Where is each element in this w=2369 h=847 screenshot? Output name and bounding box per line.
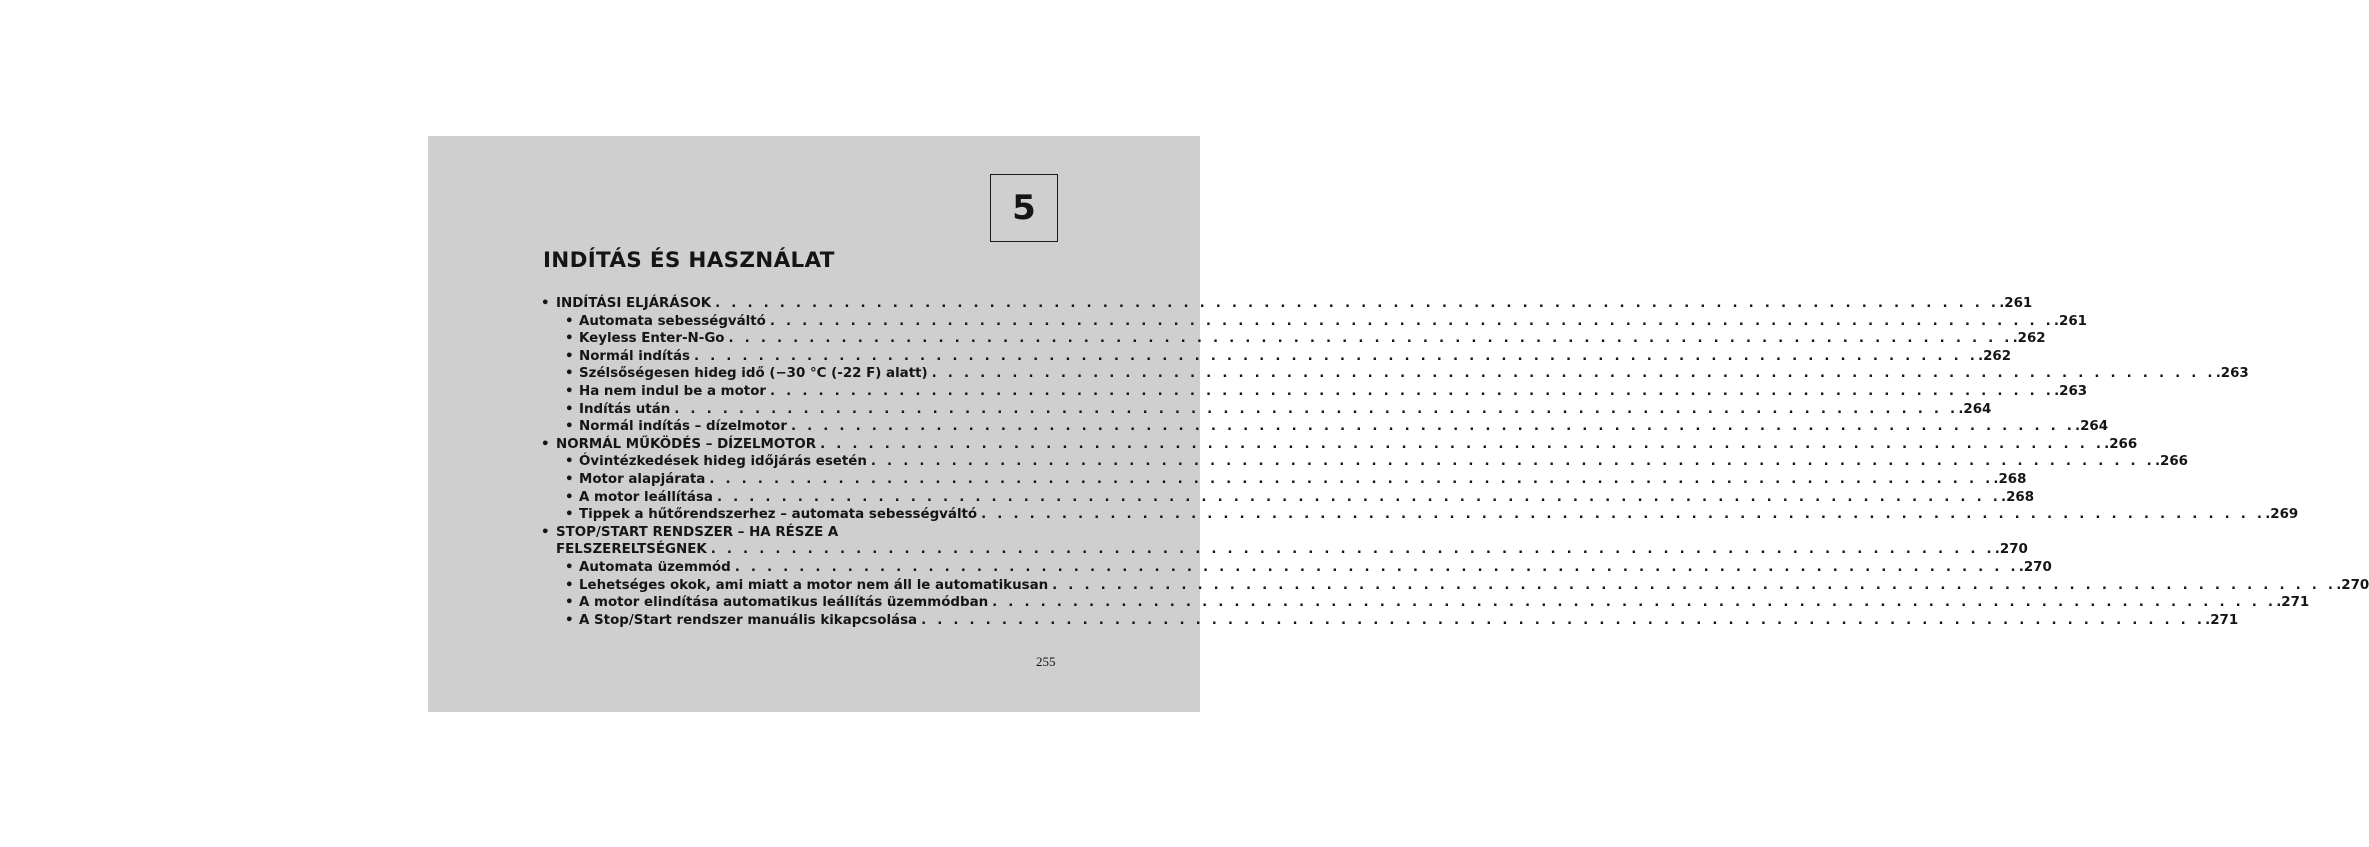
toc-page-number: .264: [2075, 419, 2109, 435]
toc-page-number: .262: [1978, 348, 2012, 364]
toc-row: [579, 471, 2027, 489]
toc-page-number: .270: [2018, 559, 2052, 575]
toc-bullet: •: [565, 313, 574, 329]
toc-label: Lehetséges okok, ami miatt a motor nem áll le automatikusan: [579, 577, 1049, 593]
toc-row: [556, 524, 1058, 542]
table-of-contents: [541, 295, 2369, 629]
toc-bullet: •: [541, 524, 550, 540]
toc-label: A motor elindítása automatikus leállítás üzemmódban: [579, 595, 989, 611]
toc-leader-dots: . . . . . . . . . . . . . . . . . . . . . . . . . . . . . . . . . . . . . . . . . . . . . . . . . . . . . . . . . . . . . . . . . . . . . . . . . . . . . . . .: [715, 296, 2000, 311]
toc-label: Óvintézkedések hideg időjárás esetén: [579, 454, 867, 470]
toc-entry[interactable]: [541, 453, 2188, 471]
toc-row: [579, 330, 2046, 348]
toc-entry[interactable]: [541, 541, 2028, 559]
toc-label: Indítás után: [579, 401, 671, 417]
toc-leader-dots: . . . . . . . . . . . . . . . . . . . . . . . . . . . . . . . . . . . . . . . . . . . . . . . . . . . . . . . . . . . . . . . . . . . . . . . . . . . . . . . .: [820, 436, 2105, 452]
page-number: 255: [1036, 654, 1056, 669]
chapter-title: INDÍTÁS ÉS HASZNÁLAT: [543, 248, 835, 273]
toc-page-number: .263: [2215, 366, 2249, 382]
toc-entry[interactable]: [541, 489, 2035, 507]
toc-leader-dots: . . . . . . . . . . . . . . . . . . . . . . . . . . . . . . . . . . . . . . . . . . . . . . . . . . . . . . . . . . . . . . . . . . . . . . . . . . . . . . . .: [931, 366, 2216, 382]
toc-label: Automata sebességváltó: [579, 313, 766, 329]
toc-leader-dots: . . . . . . . . . . . . . . . . . . . . . . . . . . . . . . . . . . . . . . . . . . . . . . . . . . . . . . . . . . . . . . . . . . . . . . . . . . . . . . . .: [728, 331, 2013, 347]
toc-row: [579, 348, 2012, 366]
toc-row: [579, 612, 2239, 630]
toc-row: [579, 383, 2088, 401]
toc-page-number: .271: [2276, 595, 2310, 611]
toc-label: A Stop/Start rendszer manuális kikapcsolása: [579, 612, 918, 628]
toc-row: [579, 365, 2249, 383]
toc-entry[interactable]: [541, 471, 2027, 489]
toc-bullet: •: [565, 489, 574, 505]
toc-label: Keyless Enter-N-Go: [579, 331, 725, 347]
toc-row: [579, 559, 2052, 577]
toc-leader-dots: . . . . . . . . . . . . . . . . . . . . . . . . . . . . . . . . . . . . . . . . . . . . . . . . . . . . . . . . . . . . . . . . . . . . . . . . . . . . . . . .: [693, 348, 1979, 364]
toc-label: A motor leállítása: [579, 489, 713, 505]
toc-leader-dots: . . . . . . . . . . . . . . . . . . . . . . . . . . . . . . . . . . . . . . . . . . . . . . . . . . . . . . . . . . . . . . . . . . . . . . . . . . . . . . . .: [992, 595, 2277, 611]
toc-bullet: •: [565, 559, 574, 575]
toc-bullet: •: [565, 383, 574, 399]
chapter-number-box: [990, 174, 1058, 242]
toc-entry[interactable]: [541, 436, 2138, 454]
toc-bullet: •: [541, 296, 550, 311]
toc-bullet: •: [565, 331, 574, 347]
toc-entry[interactable]: [541, 401, 1992, 419]
toc-leader-dots: . . . . . . . . . . . . . . . . . . . . . . . . . . . . . . . . . . . . . . . . . . . . . . . . . . . . . . . . . . . . . . . . . . . . . . . . . . . . . . . .: [716, 489, 2002, 505]
toc-leader-dots: . . . . . . . . . . . . . . . . . . . . . . . . . . . . . . . . . . . . . . . . . . . . . . . . . . . . . . . . . . . . . . . . . . . . . . . . . . . . . . . .: [709, 471, 1994, 487]
toc-label: Szélsőségesen hideg idő (−30 °C (-22 F) alatt): [579, 366, 928, 382]
toc-entry[interactable]: [541, 612, 2239, 630]
toc-entry[interactable]: [541, 524, 1058, 542]
toc-page-number: .262: [2012, 331, 2046, 347]
toc-page-number: .268: [1993, 471, 2027, 487]
toc-row: [556, 541, 2028, 559]
toc-page-number: .271: [2205, 612, 2239, 628]
toc-leader-dots: . . . . . . . . . . . . . . . . . . . . . . . . . . . . . . . . . . . . . . . . . . . . . . . . . . . . . . . . . . . . . . . . . . . . . . . . . . . . . . . .: [770, 383, 2055, 399]
toc-leader-dots: . . . . . . . . . . . . . . . . . . . . . . . . . . . . . . . . . . . . . . . . . . . . . . . . . . . . . . . . . . . . . . . . . . . . . . . . . . . . . . . .: [981, 507, 2266, 523]
toc-entry[interactable]: [541, 594, 2310, 612]
toc-page-number: .263: [2054, 383, 2088, 399]
toc-row: [579, 506, 2299, 524]
toc-bullet: •: [541, 436, 550, 452]
toc-label: FELSZERELTSÉGNEK: [556, 542, 707, 558]
toc-entry[interactable]: [541, 418, 2109, 436]
toc-page-number: .261: [2053, 313, 2087, 329]
chapter-number: 5: [1012, 188, 1036, 228]
toc-entry[interactable]: [541, 330, 2046, 348]
toc-label: Normál indítás – dízelmotor: [579, 419, 787, 435]
toc-entry[interactable]: [541, 348, 2012, 366]
toc-entry[interactable]: [541, 313, 2087, 331]
toc-label: Normál indítás: [579, 348, 690, 364]
toc-label: NORMÁL MŰKÖDÉS – DÍZELMOTOR: [556, 436, 817, 452]
toc-bullet: •: [565, 419, 574, 435]
toc-page-number: .270: [1994, 542, 2028, 558]
toc-leader-dots: . . . . . . . . . . . . . . . . . . . . . . . . . . . . . . . . . . . . . . . . . . . . . . . . . . . . . . . . . . . . . . . . . . . . . . . . . . . . . . . .: [710, 542, 1995, 558]
toc-label: Automata üzemmód: [579, 559, 731, 575]
toc-label: Motor alapjárata: [579, 471, 706, 487]
toc-bullet: •: [565, 471, 574, 487]
toc-label: Ha nem indul be a motor: [579, 383, 767, 399]
toc-page-number: .266: [2104, 436, 2138, 452]
toc-bullet: •: [565, 401, 574, 417]
toc-entry[interactable]: [541, 577, 2369, 595]
toc-page-number: .270: [2336, 577, 2369, 593]
toc-row: [579, 577, 2369, 595]
toc-leader-dots: . . . . . . . . . . . . . . . . . . . . . . . . . . . . . . . . . . . . . . . . . . . . . . . . . . . . . . . . . . . . . . . . . . . . . . . . . . . . . . . .: [674, 401, 1959, 417]
toc-row: [579, 453, 2188, 471]
toc-row: [579, 489, 2035, 507]
toc-bullet: •: [565, 577, 574, 593]
toc-label: Tippek a hűtőrendszerhez – automata sebességváltó: [579, 507, 978, 523]
toc-bullet: •: [565, 612, 574, 628]
toc-leader-dots: . . . . . . . . . . . . . . . . . . . . . . . . . . . . . . . . . . . . . . . . . . . . . . . . . . . . . . . . . . . . . . . . . . . . . . . . . . . . . . . .: [769, 313, 2054, 329]
toc-page-number: .268: [2001, 489, 2035, 505]
toc-entry[interactable]: [541, 383, 2088, 401]
toc-leader-dots: . . . . . . . . . . . . . . . . . . . . . . . . . . . . . . . . . . . . . . . . . . . . . . . . . . . . . . . . . . . . . . . . . . . . . . . . . . . . . . . .: [734, 559, 2019, 575]
toc-leader-dots: . . . . . . . . . . . . . . . . . . . . . . . . . . . . . . . . . . . . . . . . . . . . . . . . . . . . . . . . . . . . . . . . . . . . . . . . . . . . . . . .: [870, 454, 2155, 470]
toc-page-number: .266: [2154, 454, 2188, 470]
toc-page-number: .261: [1999, 296, 2033, 311]
toc-page-number: .264: [1958, 401, 1992, 417]
toc-entry[interactable]: [541, 295, 2033, 313]
toc-bullet: •: [565, 348, 574, 364]
toc-row: [579, 401, 1992, 419]
toc-page-number: .269: [2265, 507, 2299, 523]
toc-row: [556, 295, 2033, 313]
toc-leader-dots: . . . . . . . . . . . . . . . . . . . . . . . . . . . . . . . . . . . . . . . . . . . . . . . . . . . . . . . . . . . . . . . . . . . . . . . . . . . . . . . .: [790, 419, 2076, 435]
toc-bullet: •: [565, 595, 574, 611]
toc-entry[interactable]: [541, 506, 2299, 524]
toc-label: INDÍTÁSI ELJÁRÁSOK: [556, 296, 712, 311]
toc-row: [556, 436, 2138, 454]
toc-row: [579, 594, 2310, 612]
toc-entry[interactable]: [541, 559, 2052, 577]
toc-bullet: •: [565, 507, 574, 523]
toc-entry[interactable]: [541, 365, 2249, 383]
toc-bullet: •: [565, 454, 574, 470]
toc-row: [579, 418, 2109, 436]
toc-leader-dots: . . . . . . . . . . . . . . . . . . . . . . . . . . . . . . . . . . . . . . . . . . . . . . . . . . . . . . . . . . . . . . . . . . . . . . . . . . . . . . . .: [1052, 577, 2337, 593]
toc-row: [579, 313, 2087, 331]
toc-leader-dots: . . . . . . . . . . . . . . . . . . . . . . . . . . . . . . . . . . . . . . . . . . . . . . . . . . . . . . . . . . . . . . . . . . . . . . . . . . . . . . . .: [921, 612, 2206, 628]
toc-label: STOP/START RENDSZER – HA RÉSZE A: [556, 524, 839, 540]
toc-bullet: •: [565, 366, 574, 382]
